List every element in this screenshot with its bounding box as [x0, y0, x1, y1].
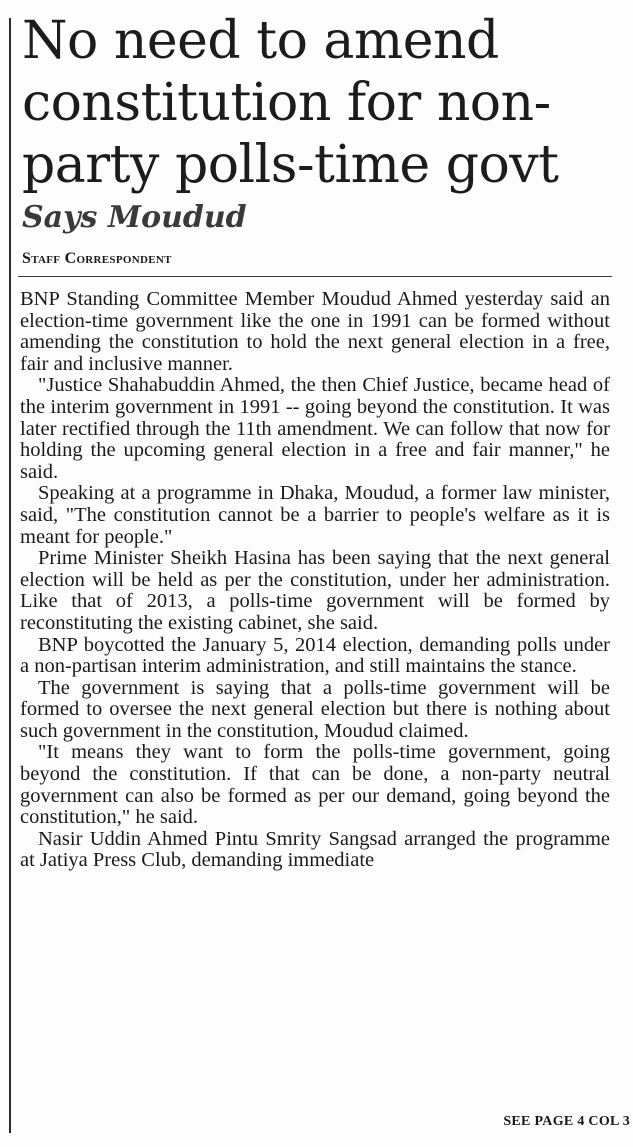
headline-line-1: No need to amend — [22, 11, 499, 71]
continued-on-page-link: SEE PAGE 4 COL 3 — [503, 1114, 630, 1129]
byline-divider — [18, 276, 612, 277]
paragraph-4: Prime Minister Sheikh Hasina has been saying that the next general election will be held as per the constitution, under her administration. Like that of 2013, a polls-time government will be formed by reconstituting the existing cabinet, she said. — [20, 547, 610, 634]
subheadline: Says Moudud — [22, 200, 247, 235]
column-rule — [9, 18, 11, 1133]
news-article — [18, 10, 612, 872]
headline-line-3: party polls-time govt — [22, 135, 559, 195]
paragraph-1: BNP Standing Committee Member Moudud Ahmed yesterday said an election-time government like the one in 1991 can be formed without amending the constitution to hold the next general election in a free, fair and inclusive manner. — [20, 288, 610, 375]
headline — [18, 10, 612, 196]
paragraph-5: BNP boycotted the January 5, 2014 election, demanding polls under a non-partisan interim administration, and still maintains the stance. — [20, 633, 610, 678]
paragraph-2: "Justice Shahabuddin Ahmed, the then Chief Justice, became head of the interim government in 1991 -- going beyond the constitution. It was later rectified through the 11th amendment. We can follow that now for holding the upcoming general election in a free and fair manner," he said. — [20, 374, 610, 483]
article-body — [18, 289, 610, 872]
paragraph-7: "It means they want to form the polls-time government, going beyond the constitution. If that can be done, a non-party neutral government can also be formed as per our demand, going beyond the constitution," he said. — [20, 741, 610, 829]
paragraph-3: Speaking at a programme in Dhaka, Moudud, a former law minister, said, "The constitution cannot be a barrier to people's welfare as it is meant for people." — [20, 482, 610, 548]
headline-line-2: constitution for non- — [22, 73, 551, 133]
paragraph-8: Nasir Uddin Ahmed Pintu Smrity Sangsad arranged the programme at Jatiya Press Club, demanding immediate — [20, 827, 610, 872]
byline: Staff Correspondent — [22, 250, 172, 267]
paragraph-6: The government is saying that a polls-time government will be formed to oversee the next general election but there is nothing about such government in the constitution, Moudud claimed. — [20, 676, 610, 742]
